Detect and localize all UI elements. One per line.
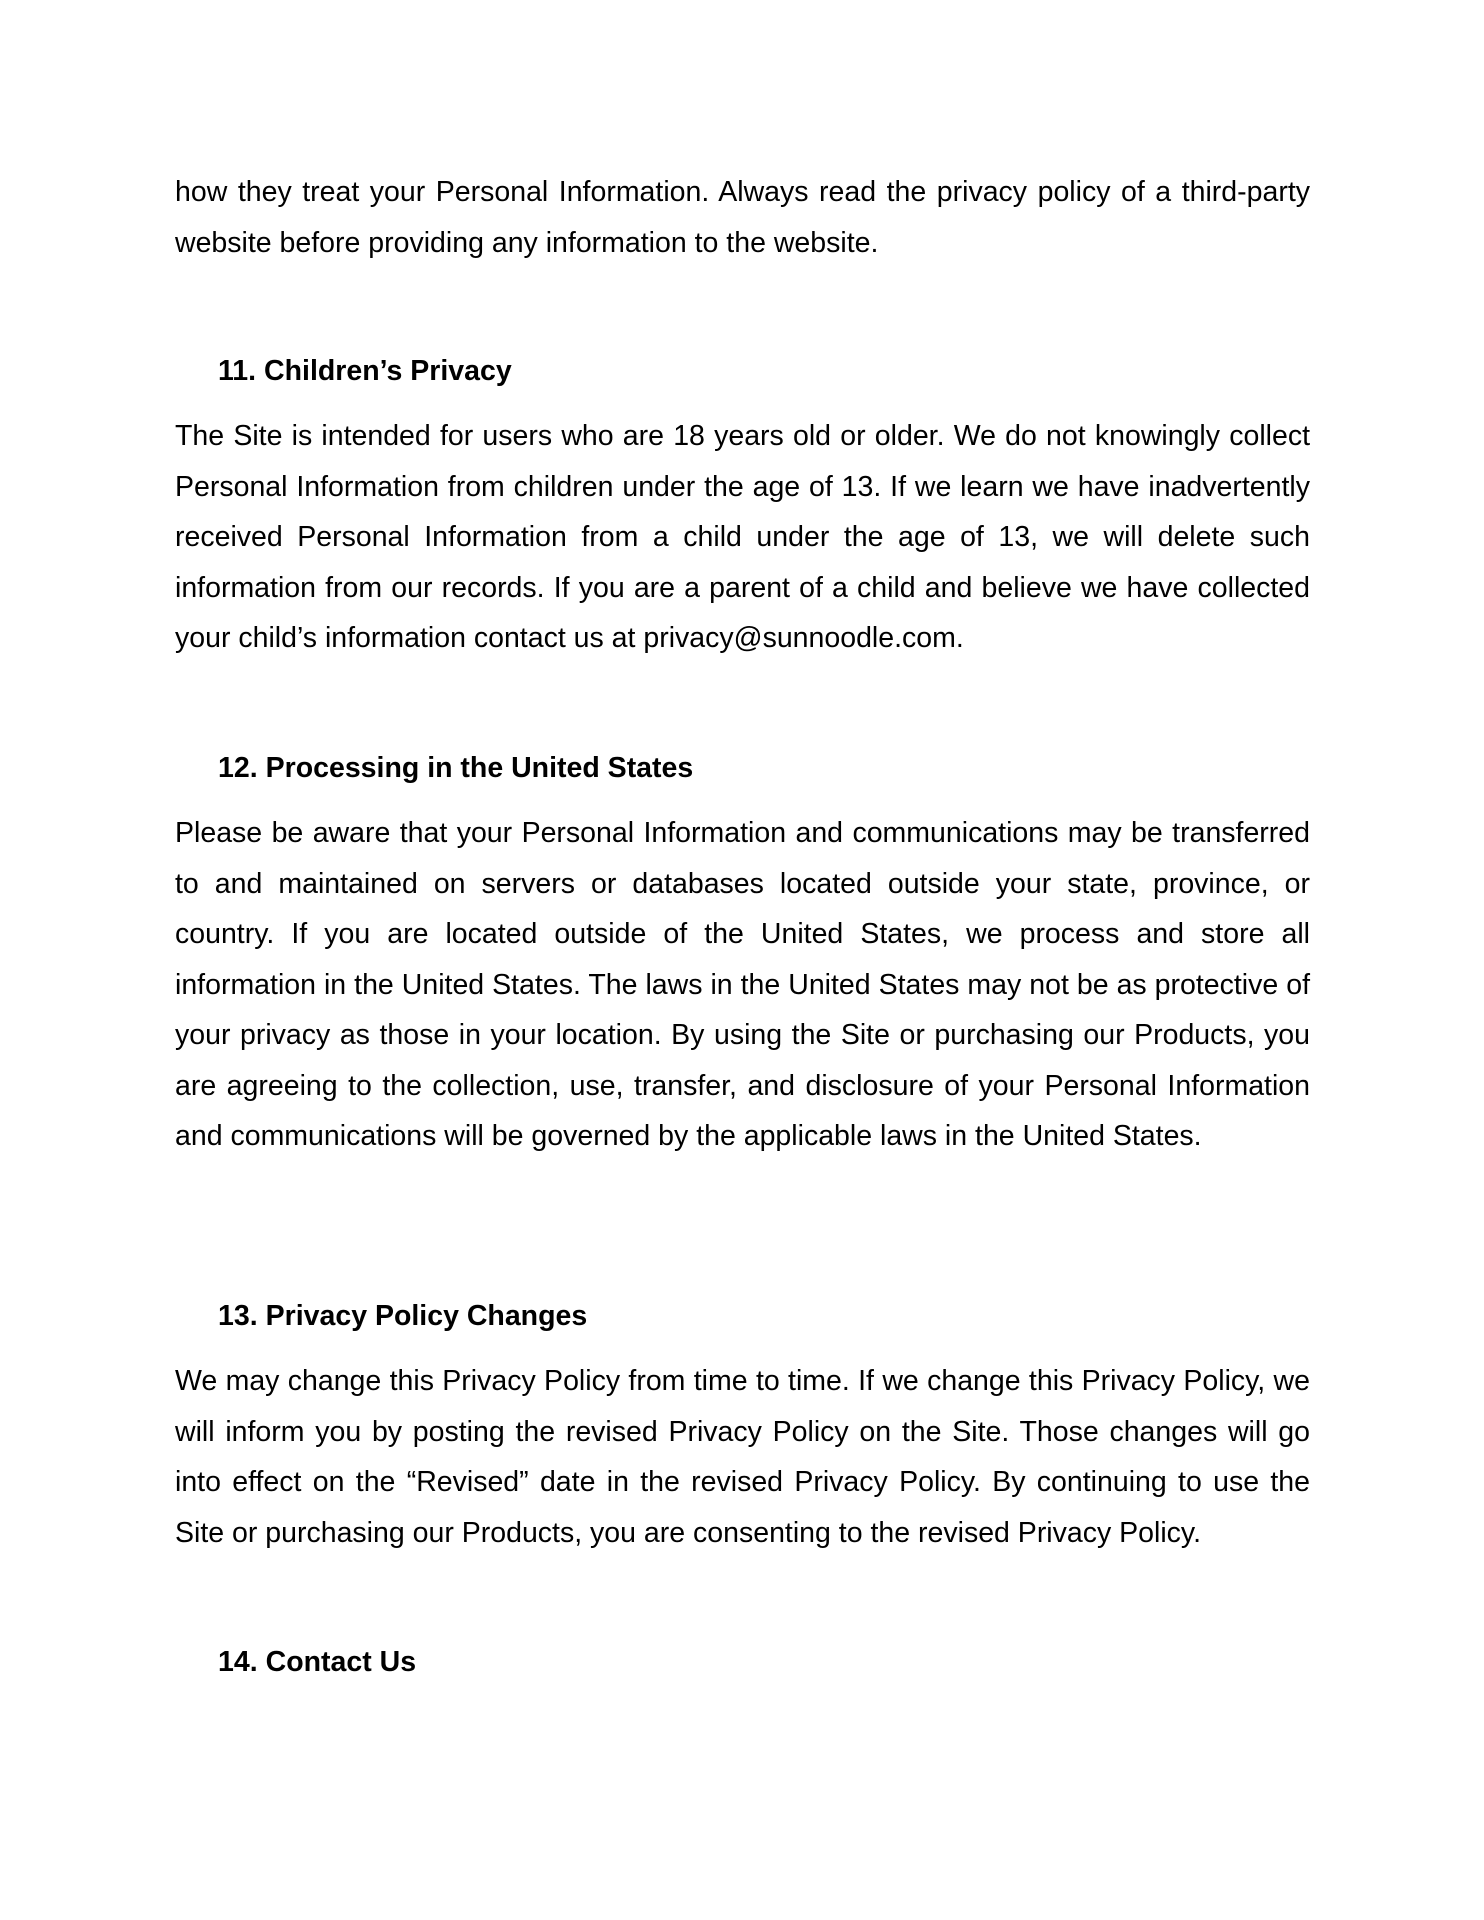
section-number: 12. bbox=[218, 752, 258, 784]
section-number: 13. bbox=[218, 1300, 258, 1332]
section-heading-childrens-privacy bbox=[218, 351, 512, 391]
section-title: Contact Us bbox=[265, 1646, 417, 1678]
section-heading-processing-us bbox=[218, 748, 693, 788]
section-body-childrens-privacy: The Site is intended for users who are 18 years old or older. We do not knowingly collect Personal Information from children under the age of 13. If we learn we have inadvertently received Personal Information from a child under the age of 13, we will delete such information from our records. If you are a parent of a child and believe we have collected your child’s information contact us at privacy@sunnoodle.com. bbox=[175, 420, 1310, 654]
section-body-policy-changes: We may change this Privacy Policy from time to time. If we change this Privacy Policy, we will inform you by posting the revised Privacy Policy on the Site. Those changes will go into effect on the “Revised” date in the revised Privacy Policy. By continuing to use the Site or purchasing our Products, you are consenting to the revised Privacy Policy. bbox=[175, 1365, 1310, 1549]
section-number: 14. bbox=[218, 1646, 258, 1678]
intro-paragraph: how they treat your Personal Information. Always read the privacy policy of a third-party website before providing any information to the website. bbox=[175, 176, 1310, 259]
section-title: Privacy Policy Changes bbox=[265, 1300, 588, 1332]
section-title: Processing in the United States bbox=[265, 752, 694, 784]
section-body-processing-us: Please be aware that your Personal Information and communications may be transferred to and maintained on servers or databases located outside your state, province, or country. If you are located outside of the United States, we process and store all information in the United States. The laws in the United States may not be as protective of your privacy as those in your location. By using the Site or purchasing our Products, you are agreeing to the collection, use, transfer, and disclosure of your Personal Information and communications will be governed by the applicable laws in the United States. bbox=[175, 817, 1310, 1152]
section-heading-policy-changes bbox=[218, 1296, 587, 1336]
section-heading-contact-us bbox=[218, 1642, 416, 1682]
section-number: 11. bbox=[218, 355, 257, 387]
section-title: Children’s Privacy bbox=[264, 355, 512, 387]
